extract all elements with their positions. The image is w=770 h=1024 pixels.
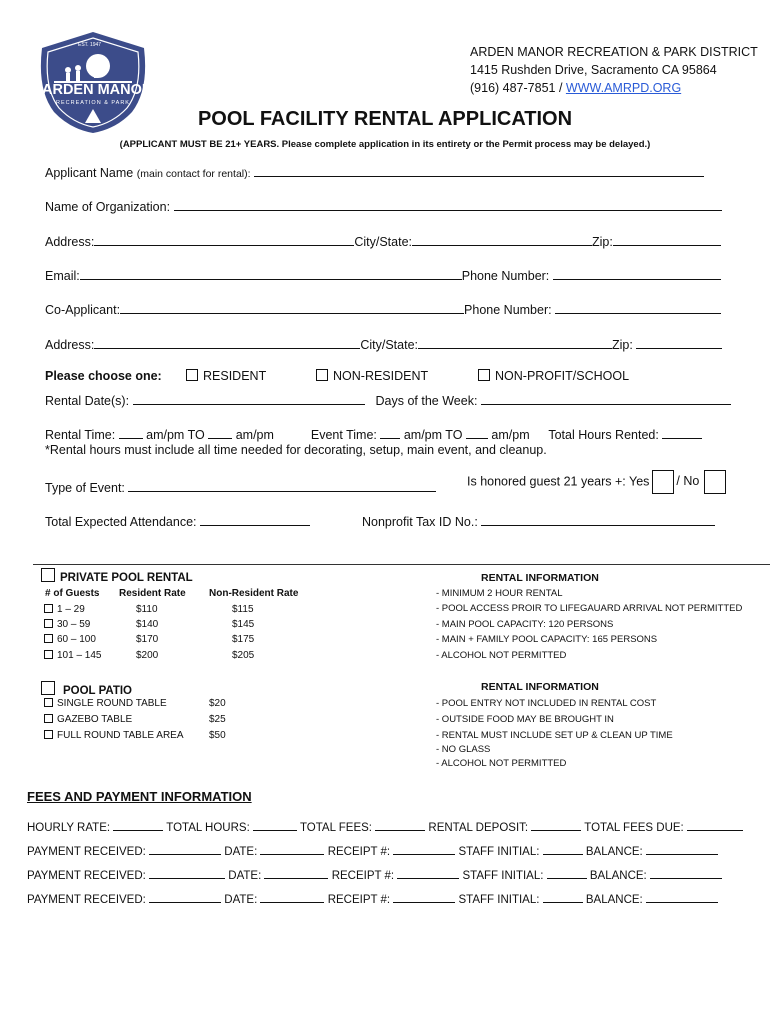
resident-rate: $200 <box>136 650 159 661</box>
payment-label: PAYMENT RECEIVED: <box>27 870 146 882</box>
date-label: DATE: <box>228 870 262 882</box>
staff-label: STAFF INITIAL: <box>458 894 540 906</box>
event-ampm: am/pm <box>491 428 530 442</box>
pool-info-item: - MINIMUM 2 HOUR RENTAL <box>436 588 563 599</box>
organization-label: Name of Organization: <box>45 200 171 214</box>
balance-field[interactable] <box>646 890 718 903</box>
pool-info-item: - MAIN + FAMILY POOL CAPACITY: 165 PERSONS <box>436 634 658 645</box>
hourly-rate-label: HOURLY RATE: <box>27 822 111 834</box>
staff-field[interactable] <box>547 866 587 879</box>
address-row-1 <box>45 233 721 249</box>
logo-name: ARDEN MANOR <box>42 82 153 98</box>
rental-time-row <box>45 426 702 442</box>
pool-header-resident: Resident Rate <box>119 588 186 599</box>
organization-field[interactable] <box>174 198 722 211</box>
guests-checkbox[interactable] <box>44 604 53 613</box>
resident-rate: $110 <box>136 604 158 615</box>
co-applicant-row <box>45 301 721 317</box>
receipt-field[interactable] <box>393 890 455 903</box>
page-title: POOL FACILITY RENTAL APPLICATION <box>197 108 573 130</box>
tax-id-row <box>362 513 715 529</box>
event-type-field[interactable] <box>128 479 436 492</box>
nonresident-rate: $175 <box>232 634 255 645</box>
org-contact <box>470 81 681 95</box>
tax-id-label: Nonprofit Tax ID No.: <box>362 515 478 529</box>
table-row[interactable] <box>44 634 96 645</box>
date-field[interactable] <box>264 866 328 879</box>
date-label: DATE: <box>224 894 258 906</box>
applicant-name-label: Applicant Name <box>45 166 134 180</box>
patio-info-title: RENTAL INFORMATION <box>481 681 599 693</box>
city-state-field[interactable] <box>412 233 592 246</box>
payment-row <box>27 866 722 882</box>
patio-checkbox[interactable] <box>44 714 53 723</box>
pool-info-item: - ALCOHOL NOT PERMITTED <box>436 650 567 661</box>
patio-price: $50 <box>209 730 226 741</box>
pool-header-nonresident: Non-Resident Rate <box>209 588 299 599</box>
co-phone-label: Phone Number: <box>464 303 552 317</box>
event-time-end-field[interactable] <box>466 426 488 439</box>
rental-time-label: Rental Time: <box>45 428 116 442</box>
patio-info-item: - POOL ENTRY NOT INCLUDED IN RENTAL COST <box>436 698 657 709</box>
no-box[interactable] <box>704 470 726 494</box>
applicant-note: (main contact for rental): <box>136 168 251 180</box>
rental-time-end-field[interactable] <box>208 426 232 439</box>
date-field[interactable] <box>260 842 324 855</box>
total-due-field[interactable] <box>687 818 743 831</box>
patio-info-item: - OUTSIDE FOOD MAY BE BROUGHT IN <box>436 714 614 725</box>
fees-row <box>27 818 743 834</box>
hours-note: *Rental hours must include all time needed for decorating, setup, main event, and cleanup. <box>45 443 547 457</box>
event-type-row <box>45 479 436 495</box>
event-ampm-to: am/pm TO <box>403 428 463 442</box>
non-resident-option[interactable] <box>316 369 428 383</box>
resident-checkbox[interactable] <box>186 369 198 381</box>
patio-info-item: - ALCOHOL NOT PERMITTED <box>436 758 567 769</box>
zip-field[interactable] <box>613 233 721 246</box>
phone-label: Phone Number: <box>461 269 550 283</box>
rental-time-start-field[interactable] <box>119 426 143 439</box>
date-field[interactable] <box>260 890 324 903</box>
address-field[interactable] <box>94 233 354 246</box>
payment-row <box>27 890 718 906</box>
co-applicant-label: Co-Applicant: <box>45 303 121 317</box>
total-fees-field[interactable] <box>375 818 425 831</box>
honored-guest-label: Is honored guest 21 years +: Yes <box>467 474 650 489</box>
attendance-row <box>45 513 310 529</box>
nonresident-rate: $115 <box>232 604 254 615</box>
fees-title: FEES AND PAYMENT INFORMATION <box>27 789 252 804</box>
no-label: / No <box>676 474 700 489</box>
pool-info-title: RENTAL INFORMATION <box>481 572 599 584</box>
receipt-label: RECEIPT #: <box>327 846 391 858</box>
patio-item: GAZEBO TABLE <box>57 714 133 725</box>
hourly-rate-field[interactable] <box>113 818 163 831</box>
balance-label: BALANCE: <box>585 846 643 858</box>
attendance-label: Total Expected Attendance: <box>45 515 197 529</box>
guests-checkbox[interactable] <box>44 650 53 659</box>
patio-item: SINGLE ROUND TABLE <box>57 698 167 709</box>
balance-label: BALANCE: <box>589 870 647 882</box>
balance-field[interactable] <box>650 866 722 879</box>
org-website-link[interactable]: WWW.AMRPD.ORG <box>565 81 682 95</box>
receipt-label: RECEIPT #: <box>331 870 395 882</box>
days-of-week-field[interactable] <box>481 392 731 405</box>
non-resident-checkbox[interactable] <box>316 369 328 381</box>
staff-label: STAFF INITIAL: <box>462 870 544 882</box>
payment-field[interactable] <box>149 842 221 855</box>
address-label: Address: <box>45 338 95 352</box>
patio-checkbox[interactable] <box>44 698 53 707</box>
patio-price: $25 <box>209 714 226 725</box>
yes-box[interactable] <box>652 470 674 494</box>
balance-field[interactable] <box>646 842 718 855</box>
staff-field[interactable] <box>543 842 583 855</box>
pool-patio-title: POOL PATIO <box>63 685 133 697</box>
non-resident-label: NON-RESIDENT <box>333 369 429 383</box>
address-row-2 <box>45 336 722 352</box>
total-due-label: TOTAL FEES DUE: <box>584 822 684 834</box>
payment-field[interactable] <box>149 890 221 903</box>
event-time-start-field[interactable] <box>380 426 400 439</box>
patio-item: FULL ROUND TABLE AREA <box>57 730 184 741</box>
logo-sub: RECREATION & PARK <box>56 100 130 106</box>
payment-label: PAYMENT RECEIVED: <box>27 894 146 906</box>
nonresident-rate: $205 <box>232 650 255 661</box>
tax-id-field[interactable] <box>481 513 715 526</box>
deposit-label: RENTAL DEPOSIT: <box>428 822 529 834</box>
address-label: Address: <box>45 235 95 249</box>
email-row <box>45 267 721 283</box>
total-fees-label: TOTAL FEES: <box>299 822 372 834</box>
page-subtitle: (APPLICANT MUST BE 21+ YEARS. Please complete application in its entirety or the Permit process may be delayed.) <box>119 139 651 150</box>
deposit-field[interactable] <box>531 818 581 831</box>
resident-rate: $170 <box>136 634 159 645</box>
non-profit-checkbox[interactable] <box>478 369 490 381</box>
city-state-label: City/State: <box>360 338 419 352</box>
co-applicant-field[interactable] <box>120 301 464 314</box>
total-hours-label: TOTAL HOURS: <box>166 822 250 834</box>
pool-patio-checkbox[interactable] <box>41 681 55 695</box>
rental-ampm: am/pm <box>235 428 274 442</box>
rental-dates-label: Rental Date(s): <box>45 394 130 408</box>
guests-value: 101 – 145 <box>57 650 102 661</box>
phone-field[interactable] <box>553 267 721 280</box>
guests-value: 1 – 29 <box>57 604 85 615</box>
co-phone-field[interactable] <box>555 301 721 314</box>
patio-row[interactable] <box>44 730 184 741</box>
table-row[interactable] <box>44 650 102 661</box>
email-field[interactable] <box>80 267 462 280</box>
total-hours-field[interactable] <box>662 426 702 439</box>
city-state-label: City/State: <box>354 235 413 249</box>
non-profit-label: NON-PROFIT/SCHOOL <box>495 369 630 383</box>
applicant-name-row <box>45 164 704 180</box>
pool-rental-title: PRIVATE POOL RENTAL <box>60 572 193 584</box>
rental-dates-field[interactable] <box>133 392 365 405</box>
rental-ampm-to: am/pm TO <box>146 428 205 442</box>
payment-row <box>27 842 718 858</box>
payment-field[interactable] <box>149 866 225 879</box>
guests-checkbox[interactable] <box>44 634 53 643</box>
pool-rental-option[interactable] <box>41 568 193 584</box>
applicant-name-field[interactable] <box>254 164 704 177</box>
days-of-week-label: Days of the Week: <box>375 394 478 408</box>
guests-value: 30 – 59 <box>57 619 91 630</box>
nonresident-rate: $145 <box>232 619 255 630</box>
table-row[interactable] <box>44 604 85 615</box>
pool-header-guests: # of Guests <box>45 588 100 599</box>
event-type-label: Type of Event: <box>45 481 125 495</box>
city-state-field[interactable] <box>418 336 612 349</box>
honored-guest-row <box>467 470 726 494</box>
event-time-label: Event Time: <box>310 428 377 442</box>
org-address: 1415 Rushden Drive, Sacramento CA 95864 <box>470 63 717 77</box>
resident-label: RESIDENT <box>203 369 267 383</box>
total-hours-label: Total Hours Rented: <box>548 428 659 442</box>
receipt-field[interactable] <box>397 866 459 879</box>
resident-rate: $140 <box>136 619 159 630</box>
pool-info-item: - MAIN POOL CAPACITY: 120 PERSONS <box>436 619 614 630</box>
guests-checkbox[interactable] <box>44 619 53 628</box>
guests-value: 60 – 100 <box>57 634 96 645</box>
date-label: DATE: <box>224 846 258 858</box>
organization-row <box>45 198 722 214</box>
resident-option[interactable] <box>186 369 266 383</box>
zip-label: Zip: <box>612 338 633 352</box>
patio-row[interactable] <box>44 698 167 709</box>
balance-label: BALANCE: <box>585 894 643 906</box>
payment-label: PAYMENT RECEIVED: <box>27 846 146 858</box>
email-label: Email: <box>45 269 80 283</box>
logo-top-text: EST. 1947 <box>78 42 102 48</box>
staff-field[interactable] <box>543 890 583 903</box>
divider <box>33 564 770 565</box>
total-hours-field[interactable] <box>253 818 297 831</box>
org-name: ARDEN MANOR RECREATION & PARK DISTRICT <box>470 45 758 59</box>
choose-label: Please choose one: <box>45 369 162 383</box>
receipt-field[interactable] <box>393 842 455 855</box>
pool-patio-option[interactable] <box>41 681 132 697</box>
staff-label: STAFF INITIAL: <box>458 846 540 858</box>
rental-dates-row <box>45 392 731 408</box>
non-profit-option[interactable] <box>478 369 629 383</box>
patio-info-item: - NO GLASS <box>436 744 491 755</box>
pool-info-item: - POOL ACCESS PROIR TO LIFEGAUARD ARRIVAL NOT PERMITTED <box>436 603 743 614</box>
patio-info-item: - RENTAL MUST INCLUDE SET UP & CLEAN UP TIME <box>436 730 673 741</box>
table-row[interactable] <box>44 619 90 630</box>
org-phone: (916) 487-7851 / <box>470 81 566 95</box>
patio-price: $20 <box>209 698 226 709</box>
zip-label: Zip: <box>592 235 613 249</box>
pool-rental-checkbox[interactable] <box>41 568 55 582</box>
patio-checkbox[interactable] <box>44 730 53 739</box>
address-field[interactable] <box>94 336 360 349</box>
attendance-field[interactable] <box>200 513 310 526</box>
zip-field[interactable] <box>636 336 722 349</box>
receipt-label: RECEIPT #: <box>327 894 391 906</box>
patio-row[interactable] <box>44 714 132 725</box>
